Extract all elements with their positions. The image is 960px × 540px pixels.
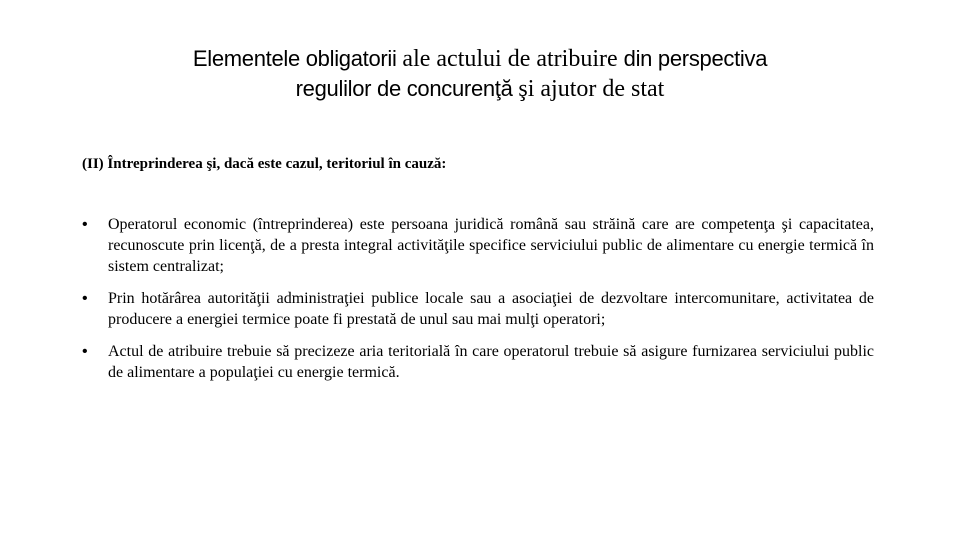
bullet-list bbox=[82, 214, 874, 383]
title-part: şi ajutor de stat bbox=[518, 76, 665, 102]
title-part: Elementele obligatorii bbox=[192, 46, 403, 71]
bullet-icon: • bbox=[82, 290, 88, 307]
section-subheading: (II) Întreprinderea şi, dacă este cazul, teritoriul în cauză: bbox=[82, 156, 447, 172]
list-item bbox=[82, 214, 874, 277]
title-part: ale actului de atribuire bbox=[402, 46, 624, 72]
title-part: regulilor de concurenţă bbox=[295, 76, 519, 101]
bullet-icon: • bbox=[82, 343, 88, 360]
bullet-text: Prin hotărârea autorităţii administraţiei publice locale sau a asociaţiei de dezvoltare intercomunitare, activitatea de producere a energiei termice poate fi prestată de unul sau mai mulţi operatori; bbox=[108, 290, 874, 328]
slide-title bbox=[90, 44, 870, 104]
title-line-2 bbox=[90, 74, 870, 104]
bullet-icon: • bbox=[82, 216, 88, 233]
list-item bbox=[82, 341, 874, 383]
bullet-text: Actul de atribuire trebuie să precizeze aria teritorială în care operatorul trebuie să asigure furnizarea serviciului public de alimentare a populaţiei cu energie termică. bbox=[108, 343, 874, 381]
bullet-text: Operatorul economic (întreprinderea) este persoana juridică română sau străină care are competenţa şi capacitatea, recunoscute prin licenţă, de a presta integral activităţile specifice serviciului public de alimentare cu energie termică în sistem centralizat; bbox=[108, 216, 874, 275]
title-line-1 bbox=[90, 44, 870, 74]
title-part: din perspectiva bbox=[623, 46, 768, 71]
list-item bbox=[82, 288, 874, 330]
